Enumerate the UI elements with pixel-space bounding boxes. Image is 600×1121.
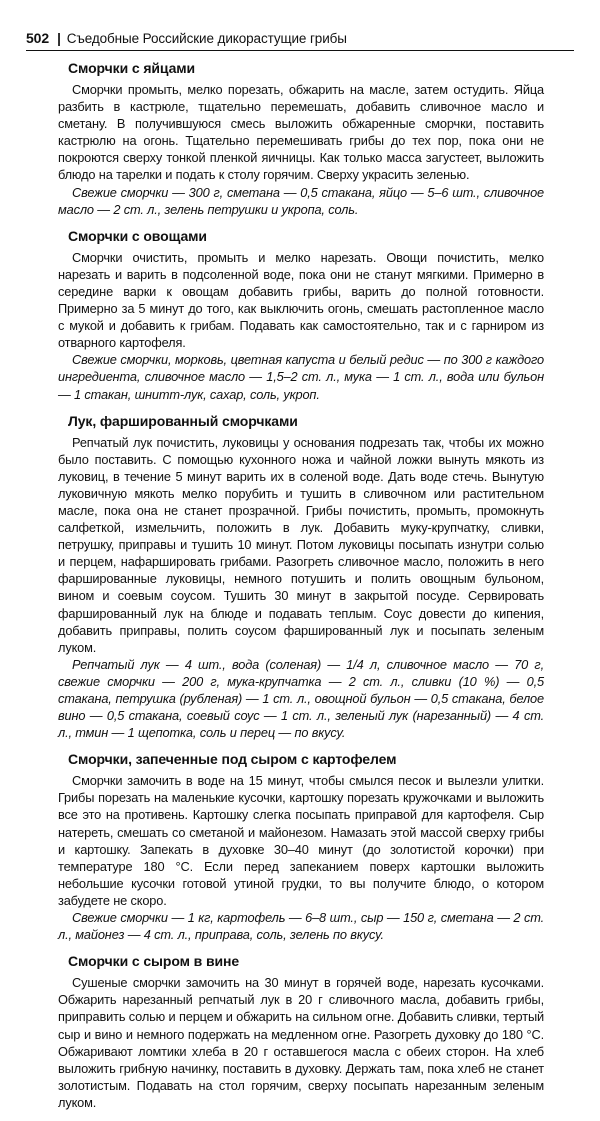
recipe-stuffed-onion <box>58 413 544 742</box>
recipe-title: Сморчки с овощами <box>68 227 207 244</box>
recipe-instructions: Сморчки промыть, мелко порезать, обжарить на масле, затем остудить. Яйца разбить в кастрюле, тщательно перемешать, добавить сливочное масло и сметану. В получившуюся смесь выложить обжаренные сморчки, поставить кастрюлю на огонь. Тщательно перемешивать грибы до тех пор, пока они не покроются сверху тонкой пленкой яичницы. Как только масса загустеет, выложить блюдо на тарелки и подать к столу горячим. Сверху украсить зеленью. <box>58 82 544 183</box>
recipe-instructions: Сморчки очистить, промыть и мелко нарезать. Овощи почистить, мелко нарезать и варить в подсоленной воде, пока они не станут мягкими. Примерно в середине варки к овощам добавить грибы, варить до полной готовности. Примерно за 5 минут до того, как выключить огонь, смешать растопленное масло с мукой и добавить к грибам. Подавать как самостоятельно, так и с гарниром из отварного картофеля. <box>58 249 544 351</box>
recipe-title: Сморчки с яйцами <box>68 60 196 76</box>
running-header <box>26 30 574 51</box>
recipe-instructions: Сморчки замочить в воде на 15 минут, чтобы смылся песок и вылезли улитки. Грибы порезать на маленькие кусочки, картошку порезать кружочками и выложить все это на противень. Картошку слегка посыпать приправой для картофеля. Сыр натереть, смешать со сметаной и майонезом. Намазать этой массой сверху грибы и картошку. Запекать в духовке 30–40 минут (до золотистой корочки) при температуре 180 °С. Если перед запеканием поверх картошки выложить небольшие кусочки готовой утиной грудки, то вы получите блюдо, о котором забудете не скоро. <box>58 773 544 908</box>
recipe-instructions: Репчатый лук почистить, луковицы у основания подрезать так, чтобы их можно было поставить. С помощью кухонного ножа и чайной ложки вынуть мякоть из луковиц, в течение 5 минут варить их в соленой воде. Дать воде стечь. Вынутую луковичную мякоть мелко порубить и тушить в сливочном или растительном масле, пока она не станет прозрачной. Грибы почистить, промыть, промокнуть салфеткой, измельчить, положить в лук. Добавить муку-крупчатку, сливки, петрушку, приправы и тушить 10 минут. Потом луковицы посыпать изнутри солью и перцем, нафаршировать грибами. Разогреть сливочное масло, положить в него фаршированные луковицы, немного потушить и полить овощным бульоном, вином и соевым соусом. Тушить 30 минут в закрытой посуде. Сервировать фаршированный лук на блюде и подавать теплым. Соус довести до кипения, добавить приправы, полить соусом фаршированный лук и посыпать зеленым луком. <box>58 434 544 655</box>
page-content <box>58 60 544 1121</box>
recipe-morels-with-vegetables <box>58 228 544 403</box>
recipe-title: Сморчки, запеченные под сыром с картофелем <box>68 751 397 768</box>
recipe-ingredients: Свежие сморчки — 1 кг, картофель — 6–8 шт., сыр — 150 г, сметана — 2 ст. л., майонез — 4 ст. л., приправа, соль, зелень по вкусу. <box>58 910 544 943</box>
recipe-morels-cheese-wine <box>58 953 544 1111</box>
recipe-title: Лук, фаршированный сморчками <box>68 412 298 429</box>
recipe-title: Сморчки с сыром в вине <box>68 953 240 970</box>
recipe-ingredients: Свежие сморчки — 300 г, сметана — 0,5 стакана, яйцо — 5–6 шт., сливочное масло — 2 ст. л., зелень петрушки и укропа, соль. <box>58 184 544 217</box>
book-title: Съедобные Российские дикорастущие грибы <box>66 31 347 46</box>
recipe-ingredients: Свежие сморчки, морковь, цветная капуста и белый редис — по 300 г каждого ингредиента, сливочное масло — 1,5–2 ст. л., мука — 1 ст. л., вода или бульон — 1 стакан, шнитт-лук, сахар, соль, укроп. <box>58 352 544 402</box>
recipe-baked-morels-cheese-potato <box>58 751 544 943</box>
header-separator: | <box>57 31 61 46</box>
recipe-ingredients: Репчатый лук — 4 шт., вода (соленая) — 1/4 л, сливочное масло — 70 г, свежие сморчки — 200 г, мука-крупчатка — 2 ст. л., сливки (10 %) — 0,5 стакана, петрушка (рубленая) — 1 ст. л., овощной бульон — 0,5 стакана, белое вино — 0,5 стакана, соевый соус — 1 ст. л., зеленый лук (нарезанный) — 4 ст. л., тмин — 1 щепотка, соль и перец — по вкусу. <box>58 656 544 741</box>
recipe-morels-with-eggs <box>58 60 544 218</box>
page-number: 502 <box>26 30 50 46</box>
recipe-instructions: Сушеные сморчки замочить на 30 минут в горячей воде, нарезать кусочками. Обжарить нарезанный репчатый лук в 20 г сливочного масла, добавить грибы, приправить солью и перцем и обжарить на сильном огне. Добавить сливки, тертый сыр и вино и немного подержать на медленном огне. Разогреть духовку до 180 °С. Обжаривают ломтики хлеба в 20 г оставшегося масла с обеих сторон. На хлеб выложить грибную начинку, поставить в духовку. Держать там, пока хлеб не станет золотистым. Подавать на стол горячим, сверху посыпать нарезанным зеленым луком. <box>58 975 544 1110</box>
